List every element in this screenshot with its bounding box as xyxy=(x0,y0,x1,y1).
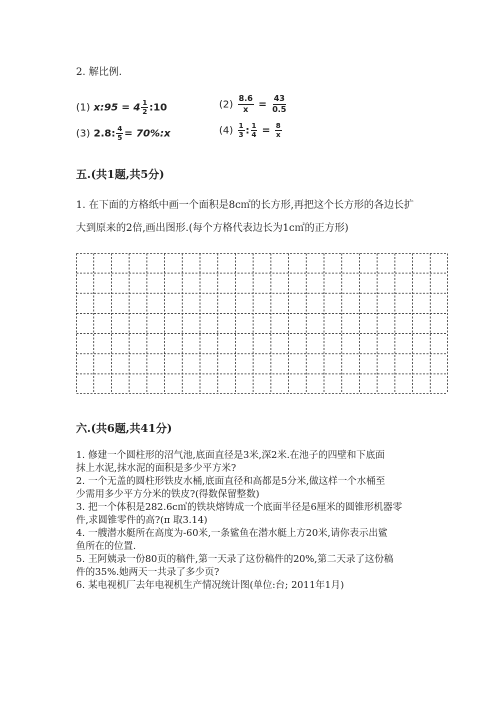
equation-2 xyxy=(219,94,288,115)
equation-3 xyxy=(76,125,171,142)
section-5-question-line-1: 1. 在下面的方格纸中画一个面积是8c㎡的长方形,再把这个长方形的各边长扩 xyxy=(76,200,414,211)
eq4-fraction-b: $\frac{1}{4}$ xyxy=(251,122,257,139)
section-5-question-line-2: 大到原来的2倍,画出图形.(每个方格代表边长为1c㎡的正方形) xyxy=(76,223,349,234)
eq3-lhs: 2.8: xyxy=(93,128,116,140)
s6-line: 3. 把一个体积是282.6c㎥的铁块熔铸成一个底面半径是6厘米的圆锥形机器零 xyxy=(76,502,403,513)
s6-line: 1. 修建一个圆柱形的沼气池,底面直径是3米,深2米.在池子的四壁和下底面 xyxy=(76,450,385,461)
s6-line: 件的35%.她两天一共录了多少页? xyxy=(76,567,220,578)
part-header: 2. 解比例. xyxy=(76,67,122,78)
eq2-number: (2) xyxy=(219,99,234,111)
eq4-number: (4) xyxy=(219,125,234,137)
eq3-number: (3) xyxy=(76,128,91,140)
eq1-lhs: x:95 = 4 xyxy=(93,102,141,114)
s6-line: 5. 王阿姨录一份80页的稿件,第一天录了这份稿件的20%,第二天录了这份稿 xyxy=(76,554,394,565)
eq1-mixed-fraction: $\frac{1}{2}$ xyxy=(142,99,148,116)
s6-line: 4. 一艘潜水艇所在高度为-60米,一条鲨鱼在潜水艇上方20米,请你表示出鲨 xyxy=(76,528,388,539)
section-6-questions xyxy=(76,449,402,592)
s6-line: 件,求圆锥零件的高?(π 取3.14) xyxy=(76,515,208,526)
eq2-equals: = xyxy=(258,99,267,111)
s6-line: 2. 一个无盖的圆柱形铁皮水桶,底面直径和高都是5分米,做这样一个水桶至 xyxy=(76,476,386,487)
eq2-right-fraction: $\frac{43}{0.5}$ xyxy=(272,94,287,114)
eq4-fraction-c: $\frac{8}{x}$ xyxy=(275,122,281,139)
s6-line: 鱼所在的位置. xyxy=(76,541,137,552)
eq3-rhs: = 70%:x xyxy=(124,128,171,140)
eq2-left-fraction: $\frac{8.6}{x}$ xyxy=(238,94,253,114)
eq1-rhs: :10 xyxy=(149,102,168,114)
eq4-colon: : xyxy=(245,125,250,137)
s6-line: 抹上水泥,抹水泥的面积是多少平方米? xyxy=(76,463,237,474)
section-5-title: 五.(共1题,共5分) xyxy=(76,168,165,181)
equation-4 xyxy=(219,122,283,139)
equation-1 xyxy=(76,99,167,116)
eq1-number: (1) xyxy=(76,102,91,114)
square-grid-paper[interactable] xyxy=(76,253,448,394)
s6-line: 6. 某电视机厂去年电视机生产情况统计图(单位:台; 2011年1月) xyxy=(76,580,345,591)
grid-svg xyxy=(76,253,448,394)
eq4-equals: = xyxy=(261,125,271,137)
eq3-fraction: $\frac{4}{5}$ xyxy=(117,125,123,142)
s6-line: 少需用多少平方分米的铁皮?(得数保留整数) xyxy=(76,489,260,500)
eq4-fraction-a: $\frac{1}{3}$ xyxy=(238,122,244,139)
section-6-title: 六.(共6题,共41分) xyxy=(76,422,173,435)
